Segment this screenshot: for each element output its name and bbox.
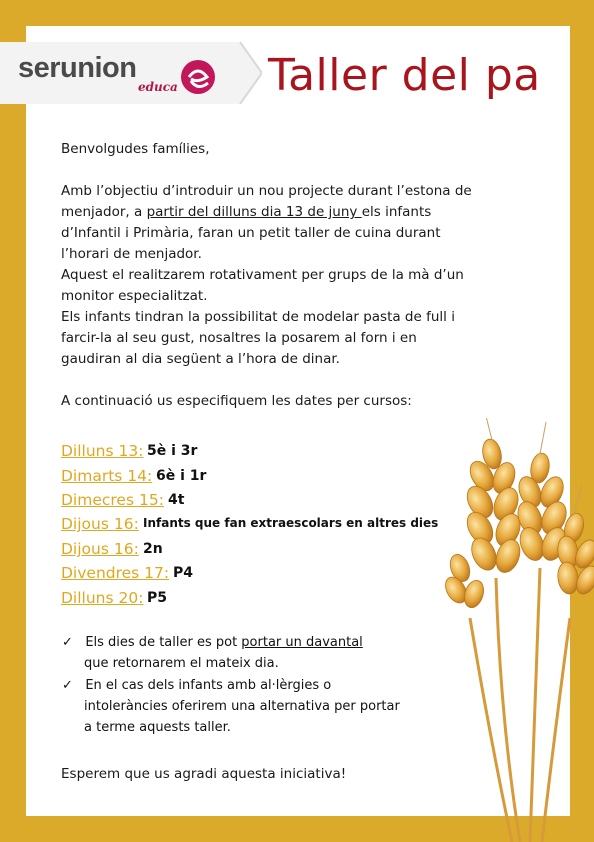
- dates-intro: A continuació us especifiquem les dates per cursos:: [61, 393, 412, 409]
- paragraph-line: menjador, a partir del dilluns dia 13 de juny els infants: [61, 204, 432, 220]
- note-item: ✓ Els dies de taller es pot portar un davantal: [62, 635, 363, 650]
- closing: Esperem que us agradi aquesta iniciativa!: [61, 766, 347, 782]
- schedule-group: P4: [173, 565, 194, 581]
- note-line: que retornarem el mateix dia.: [84, 656, 279, 671]
- schedule-day: Dimarts 14:: [61, 467, 153, 485]
- page-title: Taller del pa: [268, 50, 541, 101]
- paragraph-line: Aquest el realitzarem rotativament per grups de la mà d’un: [61, 267, 464, 283]
- schedule-day: Dilluns 13:: [61, 442, 144, 460]
- note-item: ✓ En el cas dels infants amb al·lèrgies o: [62, 678, 332, 693]
- schedule-group: 5è i 3r: [147, 443, 198, 459]
- schedule-day: Dijous 16:: [61, 540, 139, 558]
- paragraph-line: d’Infantil i Primària, faran un petit taller de cuina durant: [61, 225, 441, 241]
- schedule-group: 6è i 1r: [156, 468, 207, 484]
- schedule-day: Dimecres 15:: [61, 491, 164, 509]
- paragraph-line: farcir-la al seu gust, nosaltres la posarem al forn i en: [61, 330, 417, 346]
- note-line: a terme aquests taller.: [84, 720, 231, 735]
- greeting: Benvolgudes famílies,: [61, 141, 210, 157]
- paragraph-line: Amb l’objectiu d’introduir un nou projecte durant l’estona de: [61, 183, 472, 199]
- schedule-day: Divendres 17:: [61, 564, 170, 582]
- paragraph-line: gaudiran al dia següent a l’hora de dinar.: [61, 351, 340, 367]
- paragraph-line: l’horari de menjador.: [61, 246, 202, 262]
- brand-name: serunion: [18, 52, 137, 84]
- paragraph-line: monitor especialitzat.: [61, 288, 208, 304]
- schedule-group: 2n: [143, 541, 163, 557]
- brand-sub: educa: [138, 80, 178, 94]
- schedule-group: Infants que fan extraescolars en altres dies: [143, 516, 439, 530]
- schedule-day: Dijous 16:: [61, 515, 139, 533]
- schedule-group: P5: [147, 590, 168, 606]
- paragraph-line: Els infants tindran la possibilitat de modelar pasta de full i: [61, 309, 455, 325]
- serunion-logo-icon: [178, 57, 218, 97]
- checkmark-icon: ✓: [62, 635, 73, 650]
- note-line: intoleràncies oferirem una alternativa per portar: [84, 699, 400, 714]
- schedule-group: 4t: [168, 492, 185, 508]
- checkmark-icon: ✓: [62, 678, 73, 693]
- schedule-day: Dilluns 20:: [61, 589, 144, 607]
- highlight-date: partir del dilluns dia 13 de juny: [146, 204, 362, 220]
